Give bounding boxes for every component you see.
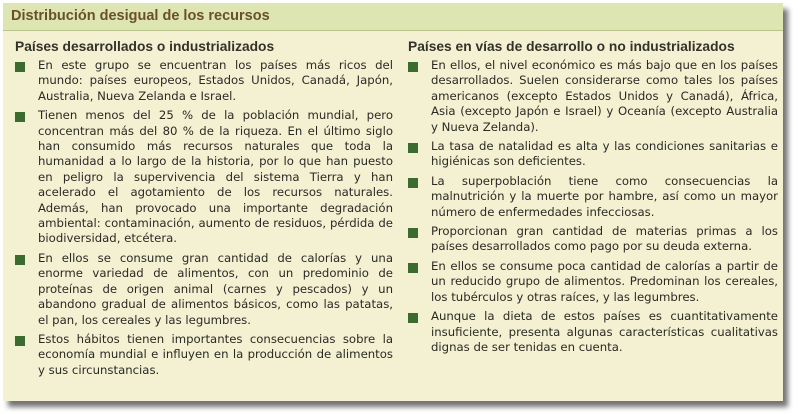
list-item — [15, 58, 393, 104]
square-bullet-icon — [408, 143, 418, 153]
right-column-heading: Países en vías de desarrollo o no industrializados — [408, 39, 735, 54]
list-item — [15, 108, 393, 247]
square-bullet-icon — [408, 313, 418, 323]
left-column — [15, 39, 393, 382]
list-item-text: En ellos se consume poca cantidad de calorías a partir de un reducido grupo de alimentos. Predominan los cereales, los tubérculos y otras raíces, y las legumbres. — [431, 258, 778, 304]
list-item — [15, 332, 393, 378]
list-item-text: En ellos se consume gran cantidad de calorías y una enorme variedad de alimentos, con un predominio de proteínas de origen animal (carnes y pescados) y un abandono gradual de alimentos básicos, como las patatas, el pan, los cereales y las legumbres. — [38, 250, 393, 327]
square-bullet-icon — [408, 178, 418, 188]
list-item — [408, 259, 778, 305]
list-item — [15, 251, 393, 328]
square-bullet-icon — [15, 62, 25, 72]
list-item-text: La tasa de natalidad es alta y las condiciones sanitarias e higiénicas son deficientes. — [431, 139, 778, 169]
list-item-text: Estos hábitos tienen importantes consecuencias sobre la economía mundial e influyen en la producción de alimentos y sus circunstancias. — [38, 331, 393, 377]
list-item — [408, 58, 778, 135]
list-item — [408, 139, 778, 170]
list-item — [408, 224, 778, 255]
square-bullet-icon — [408, 62, 418, 72]
list-item-text: Aunque la dieta de estos países es cuantitativamente insuficiente, presenta algunas características cualitativas dignas de ser tenidas en cuenta. — [431, 309, 778, 354]
list-item-text: En ellos, el nivel económico es más bajo que en los países desarrollados. Suelen considerarse como tales los países americanos (excepto Estados Unidos y Canadá), África, Asia (excepto Japón e Israel) y Oceanía (excepto Australia y Nueva Zelanda). — [431, 58, 778, 134]
list-item-text: La superpoblación tiene como consecuencias la malnutrición y la muerte por hambre, así como un mayor número de enfermedades infecciosas. — [431, 173, 778, 219]
square-bullet-icon — [15, 255, 25, 265]
list-item — [408, 174, 778, 220]
square-bullet-icon — [15, 112, 25, 122]
list-item-text: En este grupo se encuentran los países más ricos del mundo: países europeos, Estados Unidos, Canadá, Japón, Australia, Nueva Zelanda e Israel. — [38, 58, 393, 103]
list-item-text: Tienen menos del 25 % de la población mundial, pero concentran más del 80 % de la riqueza. En el último siglo han consumido más recursos naturales que toda la humanidad a lo largo de la historia, por lo que han puesto en peligro la supervivencia del sistema Tierra y han acelerado el agotamiento de los recursos naturales. Además, han provocado una importante degradación ambiental: contaminación, aumento de residuos, pérdida de biodiversidad, etcétera. — [38, 108, 393, 246]
list-item — [408, 309, 778, 355]
left-column-heading: Países desarrollados o industrializados — [15, 39, 275, 54]
square-bullet-icon — [408, 263, 418, 273]
box-header — [3, 3, 783, 31]
info-box — [3, 3, 783, 401]
right-column — [408, 39, 778, 359]
box-title: Distribución desigual de los recursos — [11, 8, 270, 24]
list-item-text: Proporcionan gran cantidad de materias primas a los países desarrollados como pago por su deuda externa. — [431, 224, 778, 254]
square-bullet-icon — [15, 336, 25, 346]
square-bullet-icon — [408, 228, 418, 238]
